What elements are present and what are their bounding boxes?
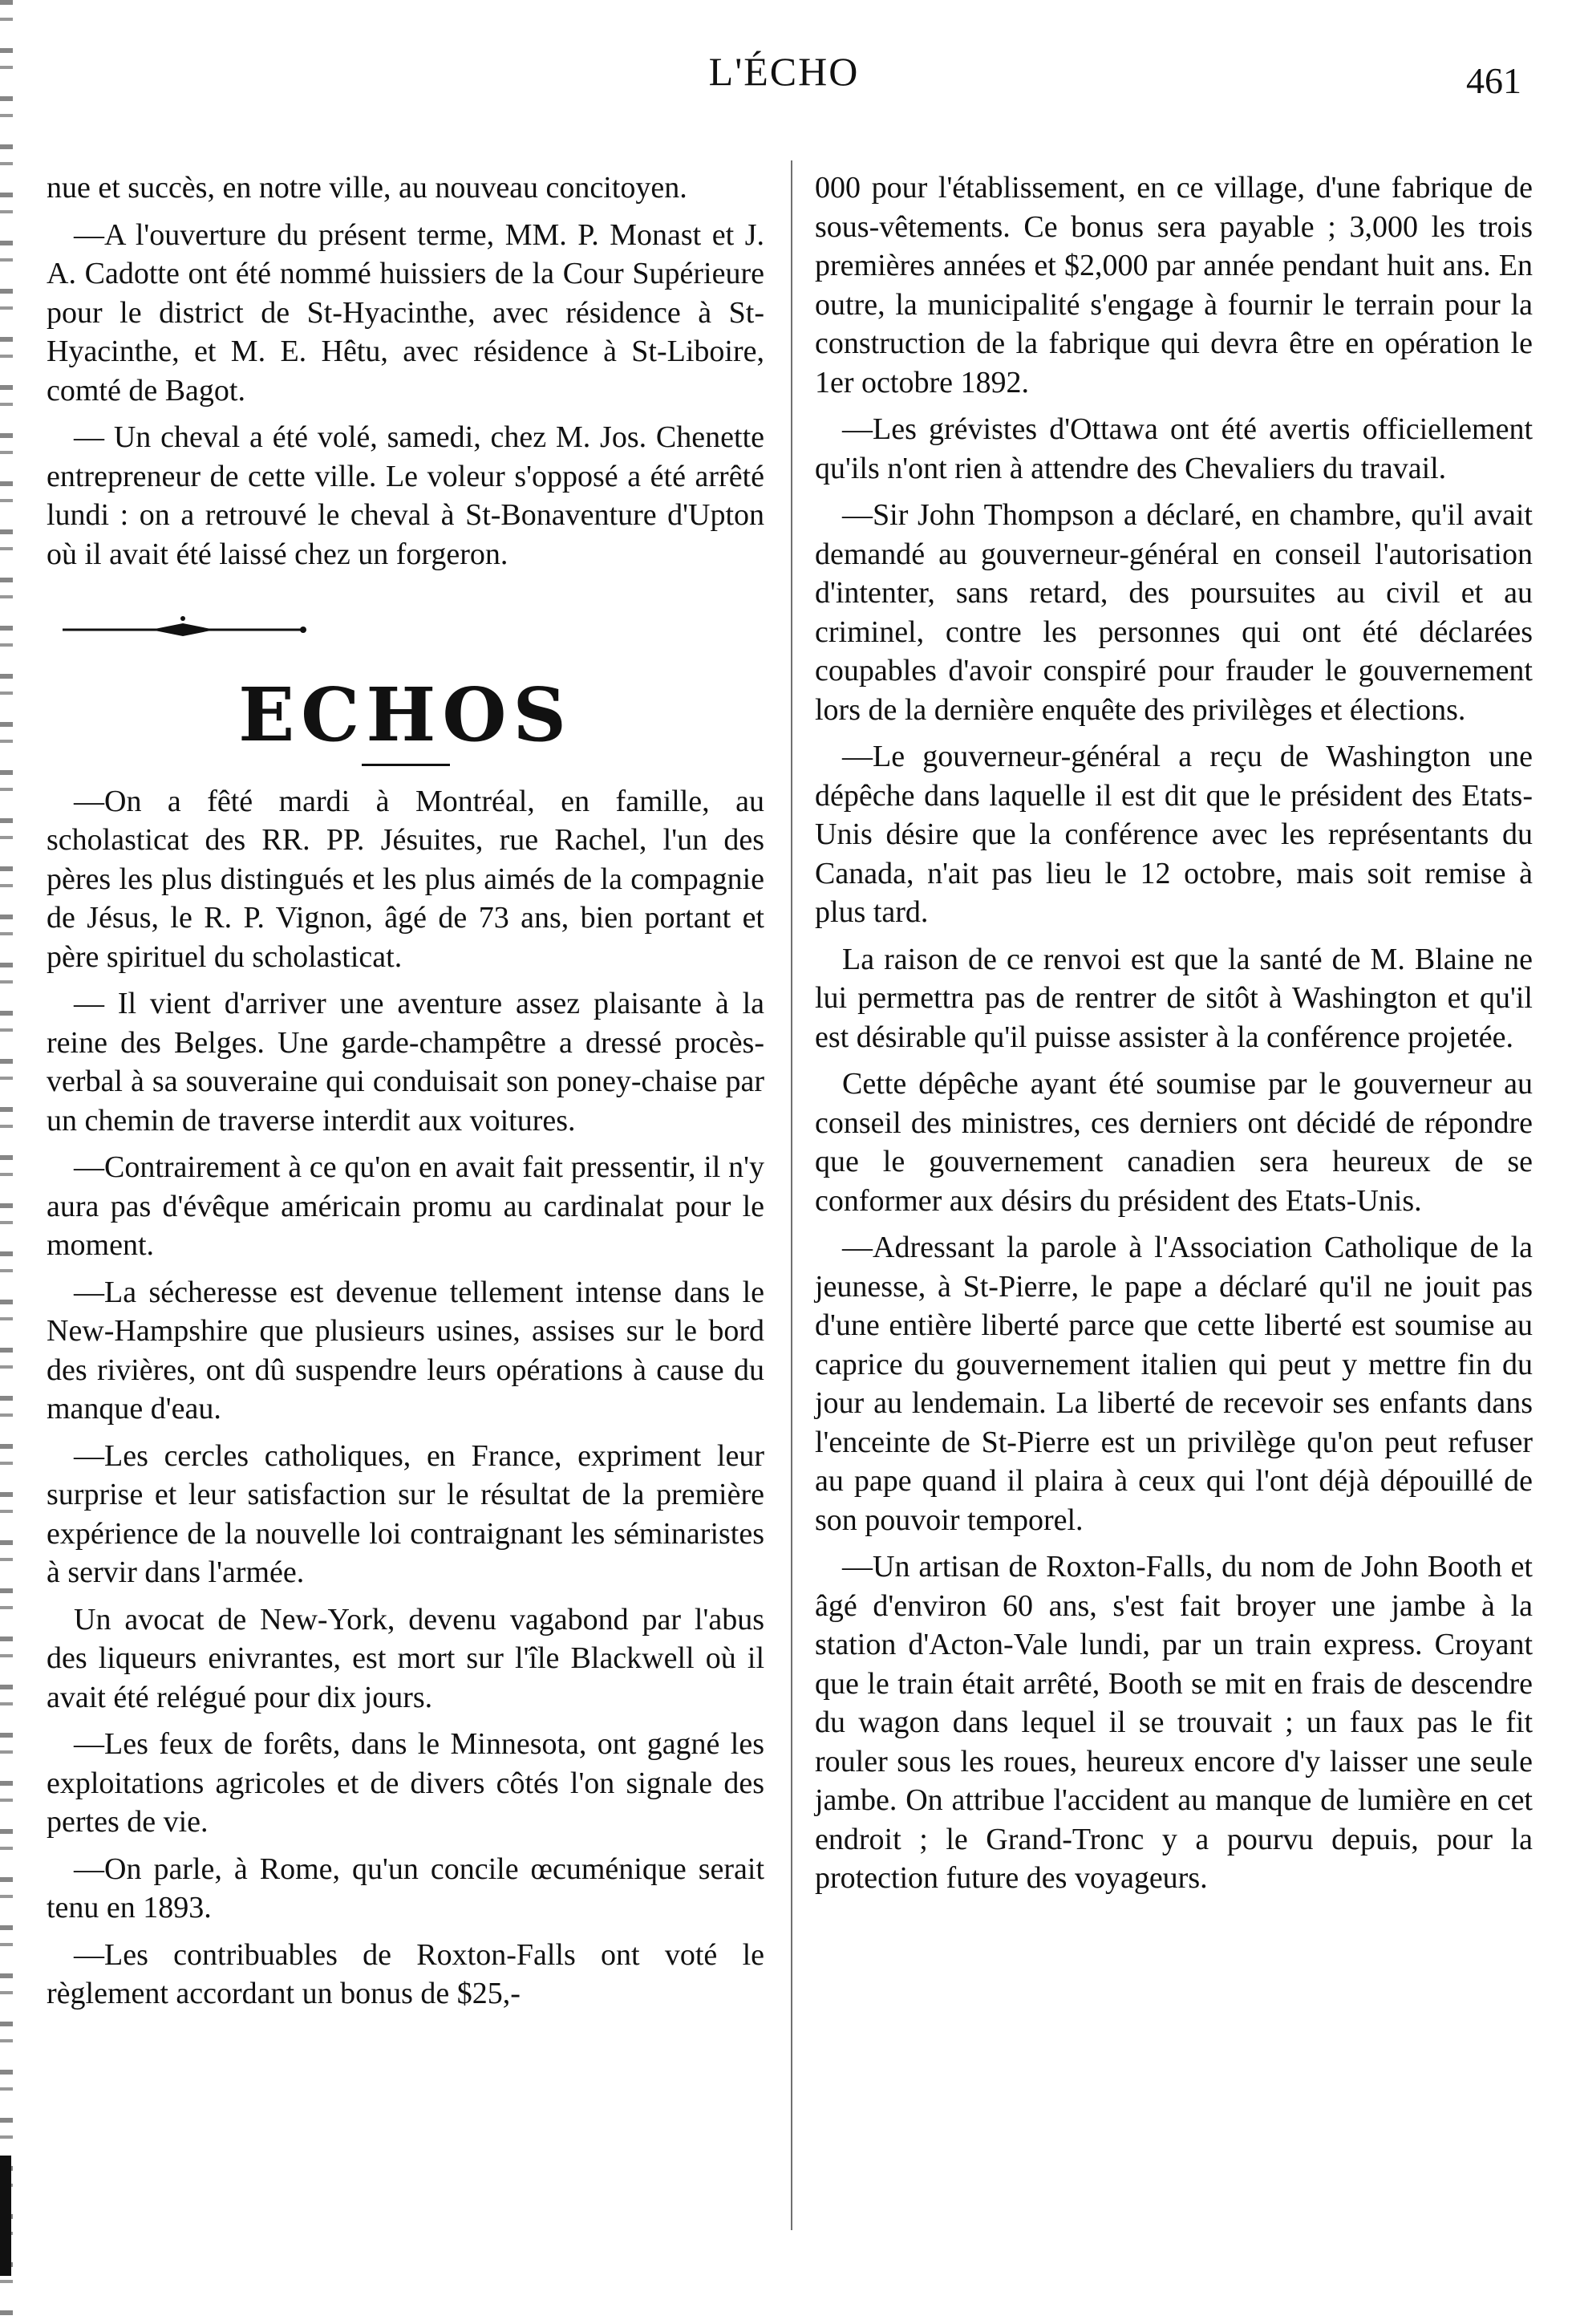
paragraph: —Le gouverneur-général a reçu de Washington une dépêche dans laquelle il est dit que le président des Etats-Unis désire que la conférence avec les représentants du Canada, n'ait pas lieu le 12 octobre, mais soit remise à plus tard. — [815, 740, 1533, 929]
section-ornament — [47, 614, 319, 646]
paragraph: —Sir John Thompson a déclaré, en chambre, qu'il avait demandé au gouverneur-général en conseil l'autorisation d'intenter, sans retard, des poursuites au civil et au criminel, contre les personnes qui ont été déclarées coupables d'avoir conspiré pour frauder le gouvernement lors de la dernière enquête des privilèges et élections. — [815, 498, 1533, 727]
page-header — [40, 30, 1528, 111]
paragraph: —La sécheresse est devenue tellement intense dans le New-Hampshire que plusieurs usines, assises sur le bord des rivières, ont dû suspendre leurs opérations à cause du manque d'eau. — [47, 1275, 764, 1426]
paragraph: —Contrairement à ce qu'on en avait fait pressentir, il n'y aura pas d'évêque américain promu au cardinalat pour le moment. — [47, 1150, 764, 1262]
column-divider — [791, 160, 792, 2230]
paragraph: 000 pour l'établissement, en ce village, d'une fabrique de sous-vêtements. Ce bonus sera payable ; 3,000 les trois premières années et $2,000 par année pendant huit ans. En outre, la municipalité s'engage à fournir le terrain pour la construction de la fabrique qui devra être en opération le 1er octobre 1892. — [815, 171, 1533, 400]
paragraph: —Adressant la parole à l'Association Catholique de la jeunesse, à St-Pierre, le pape a déclaré qu'il ne jouit pas d'une entière liberté parce que cette liberté est soumise au caprice du gouvernement italien qui peut y mettre fin du jour au lendemain. La liberté de recevoir ses enfants dans l'enceinte de St-Pierre est un privilège qu'on peut refuser au pape quand il plaira à ceux qui l'ont déjà dépouillé de son pouvoir temporel. — [815, 1231, 1533, 1537]
paragraph: — Un cheval a été volé, samedi, chez M. Jos. Chenette entrepreneur de cette ville. Le voleur s'opposé a été arrêté lundi : on a retrouvé le cheval à St-Bonaventure d'Upton où il avait été laissé chez un forgeron. — [47, 420, 764, 571]
echo-paragraphs — [47, 782, 764, 2014]
paragraph: —Les contribuables de Roxton-Falls ont voté le règlement accordant un bonus de $25,- — [47, 1937, 764, 2010]
paragraph: —Un artisan de Roxton-Falls, du nom de John Booth et âgé d'environ 60 ans, s'est fait broyer une jambe à la station d'Acton-Vale lundi, par un train express. Croyant que le train était arrêté, Booth se mit en frais de descendre du wagon dans lequel il se trouvait ; un faux pas le fit rouler sous les roues, heureux encore d'y laisser une seule jambe. On attribue l'accident au manque de lumière en cet endroit ; le Grand-Tronc y a pourvu depuis, pour la protection future des voyageurs. — [815, 1550, 1533, 1895]
paragraph: —Les cercles catholiques, en France, expriment leur surprise et leur satisfaction sur le résultat de la première expérience de la nouvelle loi contraignant les séminaristes à servir dans l'armée. — [47, 1438, 764, 1589]
intro-paragraphs — [47, 168, 764, 574]
paragraph: — Il vient d'arriver une aventure assez plaisante à la reine des Belges. Une garde-champêtre a dressé procès-verbal à sa souveraine qui conduisait son poney-chaise par un chemin de traverse interdit aux voitures. — [47, 987, 764, 1138]
paragraph: —On parle, à Rome, qu'un concile œcuménique serait tenu en 1893. — [47, 1851, 764, 1924]
binding-edge-shadow — [0, 2156, 11, 2276]
paragraph: La raison de ce renvoi est que la santé de M. Blaine ne lui permettra pas de rentrer de sitôt à Washington et qu'il est désirable qu'il puisse assister à la conférence projetée. — [815, 942, 1533, 1054]
paragraph: nue et succès, en notre ville, au nouveau concitoyen. — [47, 171, 687, 205]
left-column — [47, 168, 764, 2022]
paragraph: Un avocat de New-York, devenu vagabond par l'abus des liqueurs enivrantes, est mort sur l'île Blackwell où il avait été relégué pour dix jours. — [47, 1602, 764, 1714]
paragraph: Cette dépêche ayant été soumise par le gouverneur au conseil des ministres, ces derniers ont décidé de répondre que le gouvernement canadien sera heureux de se conformer aux désirs du président des Etats-Unis. — [815, 1067, 1533, 1218]
paragraph: —Les grévistes d'Ottawa ont été avertis officiellement qu'ils n'ont rien à attendre des Chevaliers du travail. — [815, 412, 1533, 485]
paragraph: —On a fêté mardi à Montréal, en famille, au scholasticat des RR. PP. Jésuites, rue Rachel, l'un des pères les plus distingués et les plus aimés de la compagnie de Jésus, le R. P. Vignon, âgé de 73 ans, bien portant et père spirituel du scholasticat. — [47, 784, 764, 974]
right-column — [815, 168, 1533, 1906]
section-title-rule — [362, 764, 450, 766]
section-title: ECHOS — [238, 671, 573, 758]
page-number: 461 — [1466, 60, 1521, 101]
paragraph: —Les feux de forêts, dans le Minnesota, ont gagné les exploitations agricoles et de divers côtés l'on signale des pertes de vie. — [47, 1727, 764, 1839]
binding-edge — [0, 0, 13, 2324]
paragraph: —A l'ouverture du présent terme, MM. P. Monast et J. A. Cadotte ont été nommé huissiers de la Cour Supérieure pour le district de St-Hyacinthe, avec résidence à St-Hyacinthe, et M. E. Hêtu, avec résidence à St-Liboire, comté de Bagot. — [47, 217, 764, 408]
journal-title: L'ÉCHO — [708, 49, 860, 94]
article-columns — [47, 168, 1534, 2286]
